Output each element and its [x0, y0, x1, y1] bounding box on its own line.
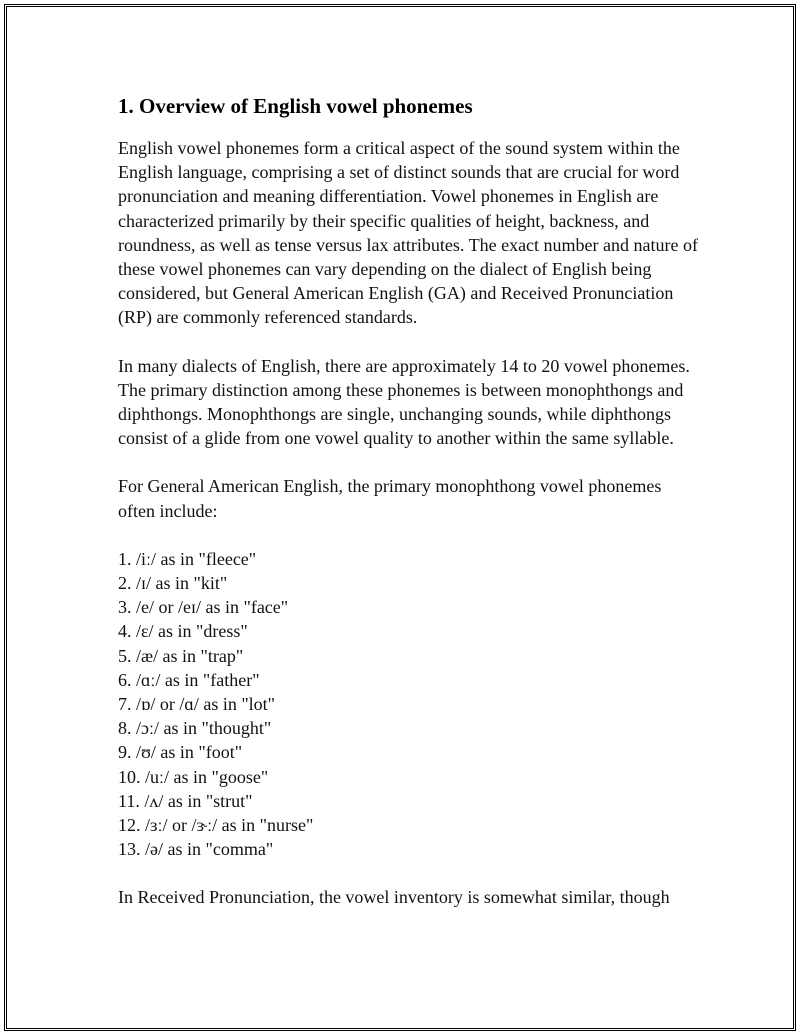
- vowel-list: [118, 547, 698, 862]
- section-heading: 1. Overview of English vowel phonemes: [118, 94, 473, 118]
- list-item: 2. /ɪ/ as in "kit": [118, 573, 228, 594]
- list-item: 5. /æ/ as in "trap": [118, 645, 244, 666]
- list-item: 4. /ɛ/ as in "dress": [118, 621, 248, 642]
- list-item: 7. /ɒ/ or /ɑ/ as in "lot": [118, 694, 276, 715]
- list-item: 8. /ɔː/ as in "thought": [118, 718, 272, 739]
- list-item: 13. /ə/ as in "comma": [118, 839, 274, 860]
- paragraph-rp: In Received Pronunciation, the vowel inventory is somewhat similar, though: [118, 887, 670, 908]
- list-item: 11. /ʌ/ as in "strut": [118, 790, 253, 811]
- paragraph-dialects: In many dialects of English, there are approximately 14 to 20 vowel phonemes. The primary distinction among these phonemes is between monophthongs and diphthongs. Monophthongs are single, unchanging sounds, while diphthongs consist of a glide from one vowel quality to another within the same syllable.: [118, 355, 690, 449]
- paragraph-intro: English vowel phonemes form a critical aspect of the sound system within the English language, comprising a set of distinct sounds that are crucial for word pronunciation and meaning differentiation. Vowel phonemes in English are characterized primarily by their specific qualities of height, backness, and roundness, as well as tense versus lax attributes. The exact number and nature of these vowel phonemes can vary depending on the dialect of English being considered, but General American English (GA) and Received Pronunciation (RP) are commonly referenced standards.: [118, 138, 698, 328]
- list-item: 1. /iː/ as in "fleece": [118, 548, 257, 569]
- list-item: 12. /ɜː/ or /ɝː/ as in "nurse": [118, 815, 314, 836]
- paragraph-ga-intro: For General American English, the primary monophthong vowel phonemes often include:: [118, 476, 662, 521]
- list-item: 6. /ɑː/ as in "father": [118, 669, 260, 690]
- list-item: 10. /uː/ as in "goose": [118, 766, 269, 787]
- list-item: 3. /e/ or /eɪ/ as in "face": [118, 597, 289, 618]
- document-body: [118, 93, 698, 934]
- list-item: 9. /ʊ/ as in "foot": [118, 742, 243, 763]
